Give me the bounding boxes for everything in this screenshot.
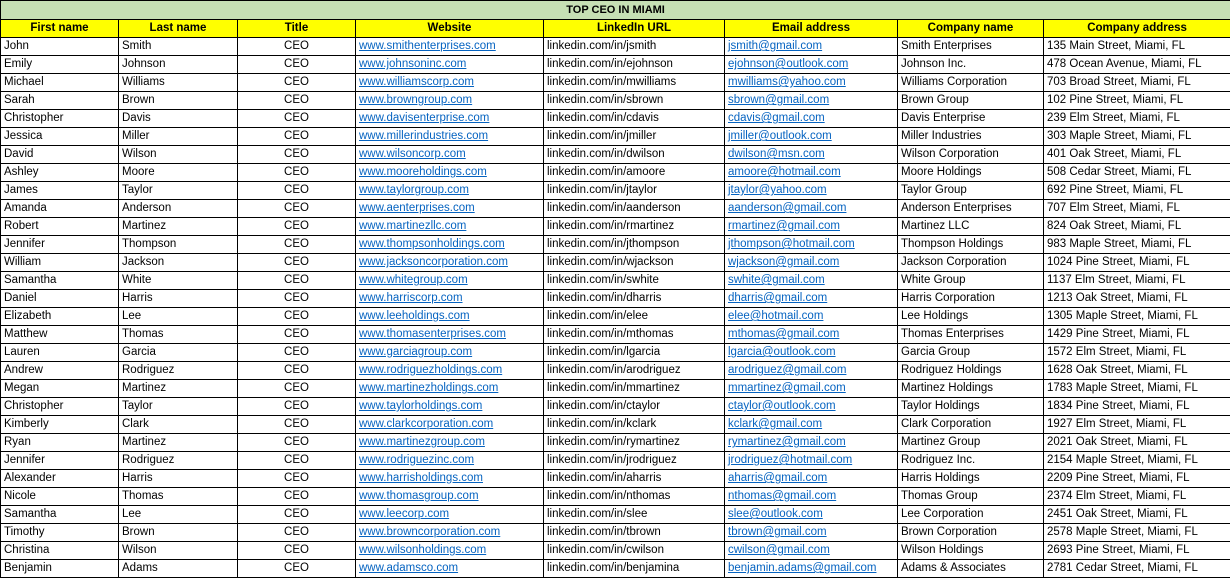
website-link[interactable]: www.thompsonholdings.com	[356, 236, 544, 254]
title-cell[interactable]: CEO	[238, 416, 356, 434]
company-name-cell[interactable]: Thompson Holdings	[898, 236, 1044, 254]
website-link[interactable]: www.jacksoncorporation.com	[356, 254, 544, 272]
last-name-cell[interactable]: Harris	[119, 290, 238, 308]
website-link[interactable]: www.martinezgroup.com	[356, 434, 544, 452]
table-row	[1, 56, 1230, 74]
company-address-cell[interactable]: 2209 Pine Street, Miami, FL	[1044, 470, 1230, 488]
last-name-cell[interactable]: Thomas	[119, 488, 238, 506]
company-name-cell[interactable]: Wilson Corporation	[898, 146, 1044, 164]
linkedin-url-cell[interactable]: linkedin.com/in/jrodriguez	[544, 452, 725, 470]
table-row	[1, 146, 1230, 164]
first-name-cell[interactable]: Christopher	[1, 398, 119, 416]
website-link[interactable]: www.whitegroup.com	[356, 272, 544, 290]
title-cell[interactable]: CEO	[238, 362, 356, 380]
company-address-cell[interactable]: 1213 Oak Street, Miami, FL	[1044, 290, 1230, 308]
email-link[interactable]: mmartinez@gmail.com	[725, 380, 898, 398]
title-cell[interactable]: CEO	[238, 506, 356, 524]
first-name-cell[interactable]: Ryan	[1, 434, 119, 452]
last-name-cell[interactable]: Taylor	[119, 398, 238, 416]
company-address-cell[interactable]: 1783 Maple Street, Miami, FL	[1044, 380, 1230, 398]
linkedin-url-cell[interactable]: linkedin.com/in/ejohnson	[544, 56, 725, 74]
company-address-cell[interactable]: 1628 Oak Street, Miami, FL	[1044, 362, 1230, 380]
table-row	[1, 164, 1230, 182]
company-address-cell[interactable]: 1305 Maple Street, Miami, FL	[1044, 308, 1230, 326]
linkedin-url-cell[interactable]: linkedin.com/in/dwilson	[544, 146, 725, 164]
company-address-cell[interactable]: 983 Maple Street, Miami, FL	[1044, 236, 1230, 254]
company-address-cell[interactable]: 1137 Elm Street, Miami, FL	[1044, 272, 1230, 290]
email-link[interactable]: ctaylor@outlook.com	[725, 398, 898, 416]
linkedin-url-cell[interactable]: linkedin.com/in/lgarcia	[544, 344, 725, 362]
title-cell[interactable]: CEO	[238, 524, 356, 542]
last-name-cell[interactable]: White	[119, 272, 238, 290]
last-name-cell[interactable]: Davis	[119, 110, 238, 128]
title-cell[interactable]: CEO	[238, 110, 356, 128]
company-address-cell[interactable]: 303 Maple Street, Miami, FL	[1044, 128, 1230, 146]
website-link[interactable]: www.wilsoncorp.com	[356, 146, 544, 164]
last-name-cell[interactable]: Garcia	[119, 344, 238, 362]
email-link[interactable]: mthomas@gmail.com	[725, 326, 898, 344]
linkedin-url-cell[interactable]: linkedin.com/in/slee	[544, 506, 725, 524]
first-name-cell[interactable]: Robert	[1, 218, 119, 236]
header-row	[1, 20, 1230, 38]
company-address-cell[interactable]: 1572 Elm Street, Miami, FL	[1044, 344, 1230, 362]
company-address-cell[interactable]: 2021 Oak Street, Miami, FL	[1044, 434, 1230, 452]
title-cell[interactable]: CEO	[238, 164, 356, 182]
company-name-cell[interactable]: Rodriguez Holdings	[898, 362, 1044, 380]
column-header[interactable]: First name	[1, 20, 119, 38]
title-cell[interactable]: CEO	[238, 272, 356, 290]
email-link[interactable]: jsmith@gmail.com	[725, 38, 898, 56]
table-row	[1, 506, 1230, 524]
linkedin-url-cell[interactable]: linkedin.com/in/jtaylor	[544, 182, 725, 200]
title-cell[interactable]: CEO	[238, 398, 356, 416]
linkedin-url-cell[interactable]: linkedin.com/in/swhite	[544, 272, 725, 290]
title-cell[interactable]: CEO	[238, 128, 356, 146]
company-name-cell[interactable]: Lee Corporation	[898, 506, 1044, 524]
company-address-cell[interactable]: 824 Oak Street, Miami, FL	[1044, 218, 1230, 236]
website-link[interactable]: www.leeholdings.com	[356, 308, 544, 326]
website-link[interactable]: www.martinezllc.com	[356, 218, 544, 236]
title-cell[interactable]: CEO	[238, 92, 356, 110]
company-name-cell[interactable]: Garcia Group	[898, 344, 1044, 362]
table-row	[1, 380, 1230, 398]
company-address-cell[interactable]: 2451 Oak Street, Miami, FL	[1044, 506, 1230, 524]
title-cell[interactable]: CEO	[238, 542, 356, 560]
linkedin-url-cell[interactable]: linkedin.com/in/wjackson	[544, 254, 725, 272]
website-link[interactable]: www.taylorgroup.com	[356, 182, 544, 200]
company-address-cell[interactable]: 135 Main Street, Miami, FL	[1044, 38, 1230, 56]
title-cell[interactable]: CEO	[238, 56, 356, 74]
last-name-cell[interactable]: Lee	[119, 506, 238, 524]
company-name-cell[interactable]: Brown Corporation	[898, 524, 1044, 542]
title-cell[interactable]: CEO	[238, 38, 356, 56]
website-link[interactable]: www.williamscorp.com	[356, 74, 544, 92]
first-name-cell[interactable]: Samantha	[1, 272, 119, 290]
company-name-cell[interactable]: Harris Corporation	[898, 290, 1044, 308]
email-link[interactable]: cwilson@gmail.com	[725, 542, 898, 560]
last-name-cell[interactable]: Brown	[119, 524, 238, 542]
table-row	[1, 488, 1230, 506]
email-link[interactable]: rymartinez@gmail.com	[725, 434, 898, 452]
first-name-cell[interactable]: Samantha	[1, 506, 119, 524]
linkedin-url-cell[interactable]: linkedin.com/in/benjamina	[544, 560, 725, 578]
website-link[interactable]: www.johnsoninc.com	[356, 56, 544, 74]
linkedin-url-cell[interactable]: linkedin.com/in/dharris	[544, 290, 725, 308]
email-link[interactable]: aharris@gmail.com	[725, 470, 898, 488]
title-cell[interactable]: CEO	[238, 146, 356, 164]
website-link[interactable]: www.wilsonholdings.com	[356, 542, 544, 560]
email-link[interactable]: jthompson@hotmail.com	[725, 236, 898, 254]
table-row	[1, 290, 1230, 308]
title-cell[interactable]: CEO	[238, 290, 356, 308]
website-link[interactable]: www.browngroup.com	[356, 92, 544, 110]
column-header[interactable]: LinkedIn URL	[544, 20, 725, 38]
title-cell[interactable]: CEO	[238, 218, 356, 236]
last-name-cell[interactable]: Anderson	[119, 200, 238, 218]
email-link[interactable]: ejohnson@outlook.com	[725, 56, 898, 74]
first-name-cell[interactable]: Alexander	[1, 470, 119, 488]
first-name-cell[interactable]: Nicole	[1, 488, 119, 506]
title-cell[interactable]: CEO	[238, 434, 356, 452]
company-address-cell[interactable]: 2578 Maple Street, Miami, FL	[1044, 524, 1230, 542]
email-link[interactable]: slee@outlook.com	[725, 506, 898, 524]
email-link[interactable]: mwilliams@yahoo.com	[725, 74, 898, 92]
title-cell[interactable]: CEO	[238, 470, 356, 488]
first-name-cell[interactable]: Ashley	[1, 164, 119, 182]
table-row	[1, 344, 1230, 362]
email-link[interactable]: tbrown@gmail.com	[725, 524, 898, 542]
table-row	[1, 434, 1230, 452]
company-name-cell[interactable]: Wilson Holdings	[898, 542, 1044, 560]
company-name-cell[interactable]: Anderson Enterprises	[898, 200, 1044, 218]
table-row	[1, 542, 1230, 560]
company-address-cell[interactable]: 703 Broad Street, Miami, FL	[1044, 74, 1230, 92]
linkedin-url-cell[interactable]: linkedin.com/in/aharris	[544, 470, 725, 488]
title-cell[interactable]: CEO	[238, 254, 356, 272]
linkedin-url-cell[interactable]: linkedin.com/in/elee	[544, 308, 725, 326]
title-cell[interactable]: CEO	[238, 308, 356, 326]
title-cell[interactable]: CEO	[238, 74, 356, 92]
first-name-cell[interactable]: Christopher	[1, 110, 119, 128]
first-name-cell[interactable]: Christina	[1, 542, 119, 560]
title-cell[interactable]: CEO	[238, 344, 356, 362]
last-name-cell[interactable]: Martinez	[119, 434, 238, 452]
website-link[interactable]: www.millerindustries.com	[356, 128, 544, 146]
company-name-cell[interactable]: Moore Holdings	[898, 164, 1044, 182]
column-header[interactable]: Title	[238, 20, 356, 38]
first-name-cell[interactable]: Timothy	[1, 524, 119, 542]
last-name-cell[interactable]: Taylor	[119, 182, 238, 200]
table-row	[1, 200, 1230, 218]
first-name-cell[interactable]: John	[1, 38, 119, 56]
first-name-cell[interactable]: Megan	[1, 380, 119, 398]
linkedin-url-cell[interactable]: linkedin.com/in/amoore	[544, 164, 725, 182]
title-cell[interactable]: CEO	[238, 380, 356, 398]
website-link[interactable]: www.clarkcorporation.com	[356, 416, 544, 434]
column-header[interactable]: Last name	[119, 20, 238, 38]
first-name-cell[interactable]: Elizabeth	[1, 308, 119, 326]
last-name-cell[interactable]: Lee	[119, 308, 238, 326]
last-name-cell[interactable]: Thompson	[119, 236, 238, 254]
website-link[interactable]: www.taylorholdings.com	[356, 398, 544, 416]
table-row	[1, 272, 1230, 290]
email-link[interactable]: jmiller@outlook.com	[725, 128, 898, 146]
first-name-cell[interactable]: Matthew	[1, 326, 119, 344]
company-address-cell[interactable]: 2693 Pine Street, Miami, FL	[1044, 542, 1230, 560]
company-address-cell[interactable]: 2154 Maple Street, Miami, FL	[1044, 452, 1230, 470]
first-name-cell[interactable]: Michael	[1, 74, 119, 92]
company-address-cell[interactable]: 239 Elm Street, Miami, FL	[1044, 110, 1230, 128]
title-cell[interactable]: CEO	[238, 560, 356, 578]
email-link[interactable]: jtaylor@yahoo.com	[725, 182, 898, 200]
company-address-cell[interactable]: 692 Pine Street, Miami, FL	[1044, 182, 1230, 200]
first-name-cell[interactable]: Sarah	[1, 92, 119, 110]
table-row	[1, 254, 1230, 272]
table-row	[1, 416, 1230, 434]
first-name-cell[interactable]: Jessica	[1, 128, 119, 146]
linkedin-url-cell[interactable]: linkedin.com/in/rymartinez	[544, 434, 725, 452]
company-name-cell[interactable]: Thomas Group	[898, 488, 1044, 506]
last-name-cell[interactable]: Rodriguez	[119, 452, 238, 470]
website-link[interactable]: www.harrisholdings.com	[356, 470, 544, 488]
last-name-cell[interactable]: Harris	[119, 470, 238, 488]
company-name-cell[interactable]: Williams Corporation	[898, 74, 1044, 92]
company-address-cell[interactable]: 478 Ocean Avenue, Miami, FL	[1044, 56, 1230, 74]
linkedin-url-cell[interactable]: linkedin.com/in/aanderson	[544, 200, 725, 218]
company-name-cell[interactable]: Taylor Group	[898, 182, 1044, 200]
company-name-cell[interactable]: Harris Holdings	[898, 470, 1044, 488]
company-address-cell[interactable]: 707 Elm Street, Miami, FL	[1044, 200, 1230, 218]
last-name-cell[interactable]: Brown	[119, 92, 238, 110]
table-row	[1, 524, 1230, 542]
linkedin-url-cell[interactable]: linkedin.com/in/jsmith	[544, 38, 725, 56]
company-address-cell[interactable]: 1834 Pine Street, Miami, FL	[1044, 398, 1230, 416]
title-cell[interactable]: CEO	[238, 182, 356, 200]
company-address-cell[interactable]: 1429 Pine Street, Miami, FL	[1044, 326, 1230, 344]
website-link[interactable]: www.davisenterprise.com	[356, 110, 544, 128]
website-link[interactable]: www.smithenterprises.com	[356, 38, 544, 56]
website-link[interactable]: www.leecorp.com	[356, 506, 544, 524]
website-link[interactable]: www.browncorporation.com	[356, 524, 544, 542]
email-link[interactable]: dwilson@msn.com	[725, 146, 898, 164]
website-link[interactable]: www.garciagroup.com	[356, 344, 544, 362]
table-row	[1, 452, 1230, 470]
email-link[interactable]: kclark@gmail.com	[725, 416, 898, 434]
company-name-cell[interactable]: Jackson Corporation	[898, 254, 1044, 272]
email-link[interactable]: sbrown@gmail.com	[725, 92, 898, 110]
company-name-cell[interactable]: Lee Holdings	[898, 308, 1044, 326]
email-link[interactable]: wjackson@gmail.com	[725, 254, 898, 272]
last-name-cell[interactable]: Johnson	[119, 56, 238, 74]
linkedin-url-cell[interactable]: linkedin.com/in/mthomas	[544, 326, 725, 344]
company-name-cell[interactable]: Clark Corporation	[898, 416, 1044, 434]
table-row	[1, 326, 1230, 344]
company-address-cell[interactable]: 1024 Pine Street, Miami, FL	[1044, 254, 1230, 272]
company-name-cell[interactable]: Rodriguez Inc.	[898, 452, 1044, 470]
title-cell[interactable]: CEO	[238, 236, 356, 254]
first-name-cell[interactable]: David	[1, 146, 119, 164]
website-link[interactable]: www.adamsco.com	[356, 560, 544, 578]
company-address-cell[interactable]: 1927 Elm Street, Miami, FL	[1044, 416, 1230, 434]
company-address-cell[interactable]: 2781 Cedar Street, Miami, FL	[1044, 560, 1230, 578]
column-header[interactable]: Company address	[1044, 20, 1230, 38]
first-name-cell[interactable]: Emily	[1, 56, 119, 74]
last-name-cell[interactable]: Smith	[119, 38, 238, 56]
company-address-cell[interactable]: 102 Pine Street, Miami, FL	[1044, 92, 1230, 110]
first-name-cell[interactable]: William	[1, 254, 119, 272]
website-link[interactable]: www.thomasenterprises.com	[356, 326, 544, 344]
table-row	[1, 92, 1230, 110]
linkedin-url-cell[interactable]: linkedin.com/in/kclark	[544, 416, 725, 434]
email-link[interactable]: elee@hotmail.com	[725, 308, 898, 326]
first-name-cell[interactable]: Jennifer	[1, 452, 119, 470]
company-name-cell[interactable]: Martinez LLC	[898, 218, 1044, 236]
company-name-cell[interactable]: Adams & Associates	[898, 560, 1044, 578]
linkedin-url-cell[interactable]: linkedin.com/in/rmartinez	[544, 218, 725, 236]
website-link[interactable]: www.rodriguezholdings.com	[356, 362, 544, 380]
email-link[interactable]: cdavis@gmail.com	[725, 110, 898, 128]
table-row	[1, 182, 1230, 200]
title-cell[interactable]: CEO	[238, 452, 356, 470]
email-link[interactable]: aanderson@gmail.com	[725, 200, 898, 218]
table-row	[1, 38, 1230, 56]
sheet-title[interactable]: TOP CEO IN MIAMI	[1, 1, 1230, 20]
company-name-cell[interactable]: Davis Enterprise	[898, 110, 1044, 128]
website-link[interactable]: www.mooreholdings.com	[356, 164, 544, 182]
title-cell[interactable]: CEO	[238, 326, 356, 344]
first-name-cell[interactable]: Amanda	[1, 200, 119, 218]
first-name-cell[interactable]: Kimberly	[1, 416, 119, 434]
website-link[interactable]: www.aenterprises.com	[356, 200, 544, 218]
title-cell[interactable]: CEO	[238, 200, 356, 218]
first-name-cell[interactable]: Andrew	[1, 362, 119, 380]
email-link[interactable]: amoore@hotmail.com	[725, 164, 898, 182]
last-name-cell[interactable]: Moore	[119, 164, 238, 182]
title-cell[interactable]: CEO	[238, 488, 356, 506]
linkedin-url-cell[interactable]: linkedin.com/in/nthomas	[544, 488, 725, 506]
table-row	[1, 218, 1230, 236]
company-address-cell[interactable]: 2374 Elm Street, Miami, FL	[1044, 488, 1230, 506]
company-name-cell[interactable]: Johnson Inc.	[898, 56, 1044, 74]
table-row	[1, 128, 1230, 146]
last-name-cell[interactable]: Thomas	[119, 326, 238, 344]
company-address-cell[interactable]: 508 Cedar Street, Miami, FL	[1044, 164, 1230, 182]
table-row	[1, 110, 1230, 128]
email-link[interactable]: dharris@gmail.com	[725, 290, 898, 308]
table-row	[1, 74, 1230, 92]
company-name-cell[interactable]: Martinez Holdings	[898, 380, 1044, 398]
linkedin-url-cell[interactable]: linkedin.com/in/arodriguez	[544, 362, 725, 380]
email-link[interactable]: benjamin.adams@gmail.com	[725, 560, 898, 578]
company-address-cell[interactable]: 401 Oak Street, Miami, FL	[1044, 146, 1230, 164]
website-link[interactable]: www.martinezholdings.com	[356, 380, 544, 398]
website-link[interactable]: www.thomasgroup.com	[356, 488, 544, 506]
company-name-cell[interactable]: Brown Group	[898, 92, 1044, 110]
email-link[interactable]: arodriguez@gmail.com	[725, 362, 898, 380]
email-link[interactable]: jrodriguez@hotmail.com	[725, 452, 898, 470]
linkedin-url-cell[interactable]: linkedin.com/in/mmartinez	[544, 380, 725, 398]
first-name-cell[interactable]: James	[1, 182, 119, 200]
first-name-cell[interactable]: Lauren	[1, 344, 119, 362]
linkedin-url-cell[interactable]: linkedin.com/in/sbrown	[544, 92, 725, 110]
last-name-cell[interactable]: Wilson	[119, 146, 238, 164]
email-link[interactable]: swhite@gmail.com	[725, 272, 898, 290]
last-name-cell[interactable]: Rodriguez	[119, 362, 238, 380]
last-name-cell[interactable]: Miller	[119, 128, 238, 146]
linkedin-url-cell[interactable]: linkedin.com/in/jmiller	[544, 128, 725, 146]
linkedin-url-cell[interactable]: linkedin.com/in/ctaylor	[544, 398, 725, 416]
company-name-cell[interactable]: Thomas Enterprises	[898, 326, 1044, 344]
last-name-cell[interactable]: Wilson	[119, 542, 238, 560]
company-name-cell[interactable]: Smith Enterprises	[898, 38, 1044, 56]
first-name-cell[interactable]: Daniel	[1, 290, 119, 308]
linkedin-url-cell[interactable]: linkedin.com/in/cwilson	[544, 542, 725, 560]
last-name-cell[interactable]: Adams	[119, 560, 238, 578]
column-header[interactable]: Email address	[725, 20, 898, 38]
table-row	[1, 470, 1230, 488]
email-link[interactable]: nthomas@gmail.com	[725, 488, 898, 506]
website-link[interactable]: www.harriscorp.com	[356, 290, 544, 308]
linkedin-url-cell[interactable]: linkedin.com/in/mwilliams	[544, 74, 725, 92]
company-name-cell[interactable]: Martinez Group	[898, 434, 1044, 452]
table-row	[1, 560, 1230, 578]
company-name-cell[interactable]: White Group	[898, 272, 1044, 290]
linkedin-url-cell[interactable]: linkedin.com/in/jthompson	[544, 236, 725, 254]
first-name-cell[interactable]: Jennifer	[1, 236, 119, 254]
company-name-cell[interactable]: Taylor Holdings	[898, 398, 1044, 416]
column-header[interactable]: Website	[356, 20, 544, 38]
title-row	[1, 1, 1230, 20]
linkedin-url-cell[interactable]: linkedin.com/in/tbrown	[544, 524, 725, 542]
first-name-cell[interactable]: Benjamin	[1, 560, 119, 578]
last-name-cell[interactable]: Jackson	[119, 254, 238, 272]
table-row	[1, 362, 1230, 380]
table-row	[1, 398, 1230, 416]
table-row	[1, 236, 1230, 254]
last-name-cell[interactable]: Martinez	[119, 218, 238, 236]
table-body	[1, 38, 1230, 578]
email-link[interactable]: rmartinez@gmail.com	[725, 218, 898, 236]
linkedin-url-cell[interactable]: linkedin.com/in/cdavis	[544, 110, 725, 128]
email-link[interactable]: lgarcia@outlook.com	[725, 344, 898, 362]
last-name-cell[interactable]: Clark	[119, 416, 238, 434]
website-link[interactable]: www.rodriguezinc.com	[356, 452, 544, 470]
company-name-cell[interactable]: Miller Industries	[898, 128, 1044, 146]
table-row	[1, 308, 1230, 326]
last-name-cell[interactable]: Martinez	[119, 380, 238, 398]
last-name-cell[interactable]: Williams	[119, 74, 238, 92]
column-header[interactable]: Company name	[898, 20, 1044, 38]
